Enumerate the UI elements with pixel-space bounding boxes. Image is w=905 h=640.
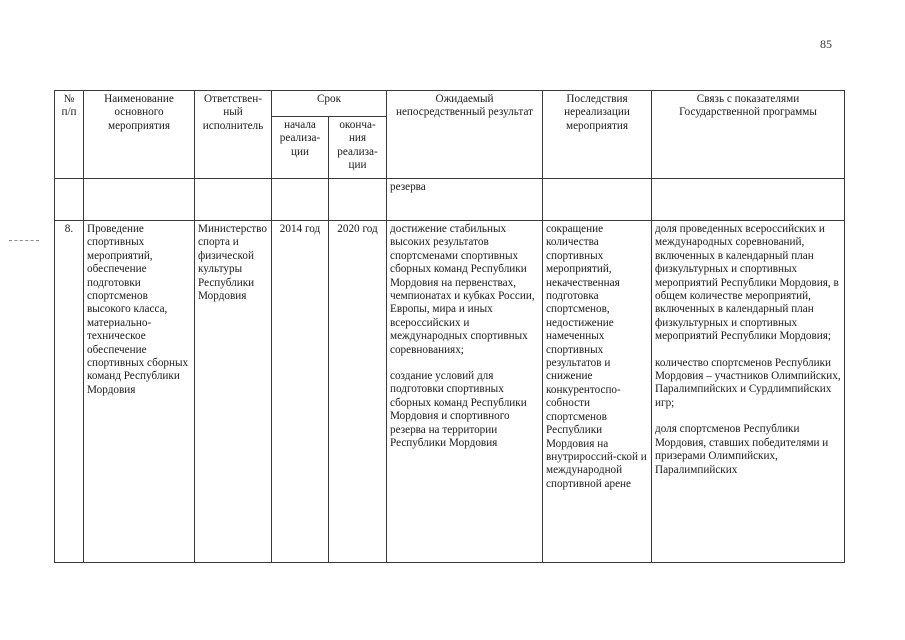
indicator-paragraph: доля спортсменов Республики Мордовия, ставших победителями и призерами Олимпийских, Паралимпийских [655, 423, 829, 476]
table-row [55, 221, 845, 563]
continuation-result: резерва [387, 179, 543, 221]
header-link: Связь с показателями Государственной программы [652, 91, 845, 179]
result-paragraph: создание условий для подготовки спортивных сборных команд Республики Мордовия и спортивного резерва на территории Республики Мордовия [390, 370, 527, 450]
row-number: 8. [55, 221, 84, 563]
header-num: № п/п [55, 91, 84, 179]
header-name: Наименование основного мероприятия [84, 91, 195, 179]
program-indicators-link [652, 221, 845, 563]
start-year: 2014 год [272, 221, 329, 563]
header-consequences: Последствия нереализации мероприятия [543, 91, 652, 179]
page-number: 85 [820, 37, 832, 51]
continuation-row [55, 179, 845, 221]
header-period: Срок [272, 91, 387, 117]
header-responsible: Ответствен-ный исполнитель [195, 91, 272, 179]
program-activities-table [54, 90, 845, 563]
end-year: 2020 год [329, 221, 387, 563]
result-paragraph: достижение стабильных высоких результатов спортсменами спортивных сборных команд Республики Мордовия на первенствах, чемпионатах и кубках России, Европы, мира и иных всероссийских и международных спортивных соревнованиях; [390, 223, 535, 356]
scan-artifact-line [9, 240, 39, 242]
header-result: Ожидаемый непосредственный результат [387, 91, 543, 179]
header-end: оконча-ния реализа-ции [329, 117, 387, 179]
header-row [55, 91, 845, 117]
expected-result [387, 221, 543, 563]
responsible-executor: Министерство спорта и физической культуры Республики Мордовия [195, 221, 272, 563]
non-implementation-consequences: сокращение количества спортивных мероприятий, некачественная подготовка спортсменов, недостижение намеченных спортивных результатов и снижение конкурентоспо-собности спортсменов Республики Мордовия на внутрироссий-ской и международной спортивной арене [543, 221, 652, 563]
indicator-paragraph: доля проведенных всероссийских и международных соревнований, включенных в календарный план физкультурных и спортивных мероприятий Республики Мордовия, в общем количестве мероприятий, включенных в календарный план физкультурных и спортивных мероприятий Республики Мордовия; [655, 223, 839, 343]
activity-name: Проведение спортивных мероприятий, обеспечение подготовки спортсменов высокого класса, материально-техническое обеспечение спортивных сборных команд Республики Мордовия [84, 221, 195, 563]
indicator-paragraph: количество спортсменов Республики Мордовия – участников Олимпийских, Паралимпийских и Сурдлимпийских игр; [655, 356, 841, 409]
header-start: начала реализа-ции [272, 117, 329, 179]
